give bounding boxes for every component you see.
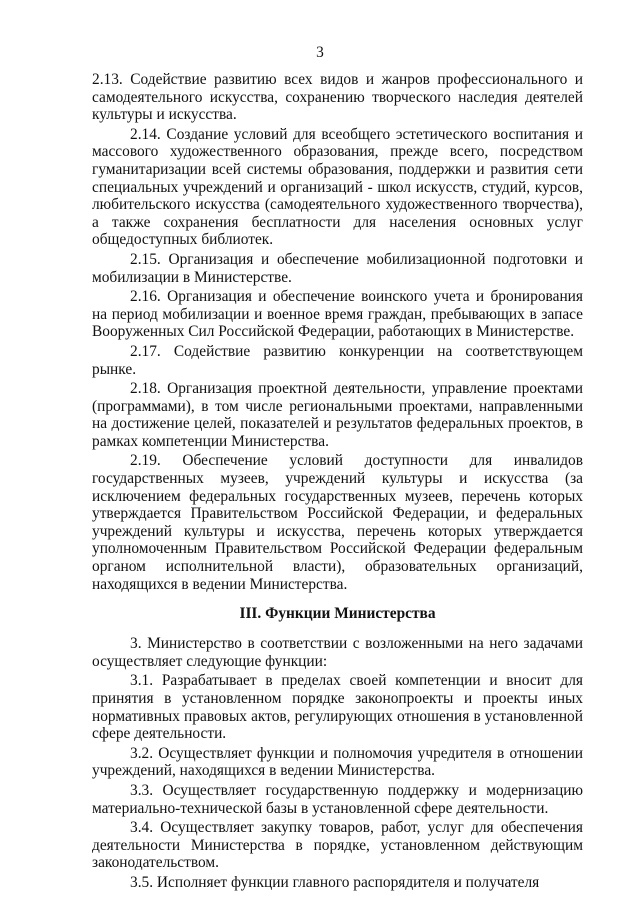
paragraph-3-5: 3.5. Исполняет функции главного распорядителя и получателя xyxy=(130,873,540,891)
paragraph-2-16: 2.16. Организация и обеспечение воинского учета и бронирования на период мобилизации и военное время граждан, пребывающих в запасе Вооруженных Сил Российской Федерации, работающих в Министерстве. xyxy=(92,288,583,341)
paragraph-3-2: 3.2. Осуществляет функции и полномочия учредителя в отношении учреждений, находящихся в ведении Министерства. xyxy=(92,744,583,780)
paragraph-3-4: 3.4. Осуществляет закупку товаров, работ, услуг для обеспечения деятельности Министерства в порядке, установленном действующим законодательством. xyxy=(92,819,583,872)
paragraph-2-17: 2.17. Содействие развитию конкуренции на соответствующем рынке. xyxy=(92,342,583,378)
section-heading: III. Функции Министерства xyxy=(239,605,436,623)
paragraph-2-14: 2.14. Создание условий для всеобщего эстетического воспитания и массового художественного образования, прежде всего, посредством гуманитаризации всей системы образования, поддержки и развития сети специальных учреждений и организаций - школ искусств, студий, курсов, любительского искусства (самодеятельного художественного творчества), а также сохранения бесплатности для населения основных услуг общедоступных библиотек. xyxy=(92,125,583,249)
paragraph-3: 3. Министерство в соответствии с возложенными на него задачами осуществляет следующие функции: xyxy=(92,635,583,670)
paragraph-2-13: 2.13. Содействие развитию всех видов и жанров профессионального и самодеятельного искусства, сохранению творческого наследия деятелей культуры и искусства. xyxy=(92,71,583,124)
page-number: 3 xyxy=(316,44,324,61)
paragraph-3-1: 3.1. Разрабатывает в пределах своей компетенции и вносит для принятия в установленном порядке законопроекты и проекты иных нормативных правовых актов, регулирующих отношения в установленной сфере деятельности. xyxy=(92,672,583,743)
paragraph-2-19: 2.19. Обеспечение условий доступности для инвалидов государственных музеев, учреждений культуры и искусства (за исключением федеральных государственных музеев, перечень которых утверждается Правительством Российской Федерации, и федеральных учреждений культуры и искусства, перечень которых утверждается уполномоченным Правительством Российской Федерации федеральным органом исполнительной власти), образовательных организаций, находящихся в ведении Министерства. xyxy=(92,452,583,593)
paragraph-3-3: 3.3. Осуществляет государственную поддержку и модернизацию материально-технической базы в установленной сфере деятельности. xyxy=(92,781,583,817)
paragraph-2-15: 2.15. Организация и обеспечение мобилизационной подготовки и мобилизации в Министерстве. xyxy=(92,250,583,286)
paragraph-2-18: 2.18. Организация проектной деятельности, управление проектами (программами), в том числе региональными проектами, направленными на достижение целей, показателей и результатов федеральных проектов, в рамках компетенции Министерства. xyxy=(92,380,583,450)
document-body xyxy=(92,71,583,894)
